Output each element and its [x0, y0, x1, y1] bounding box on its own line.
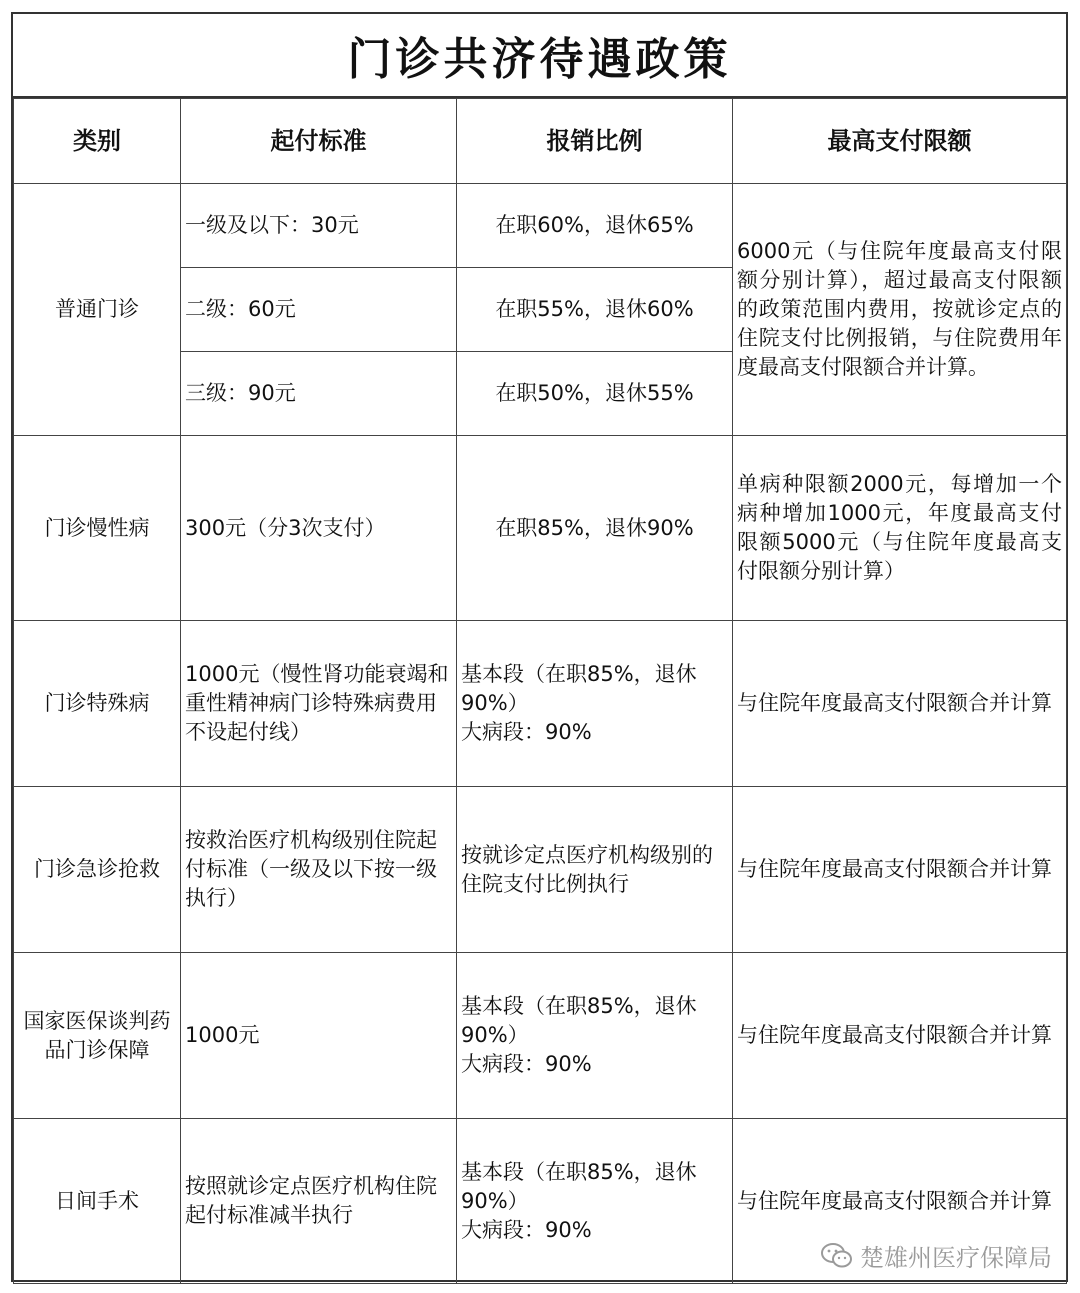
table-row	[14, 436, 1067, 621]
category-cell: 日间手术	[14, 1119, 181, 1284]
table-header-row	[14, 99, 1067, 184]
threshold-cell: 三级：90元	[181, 352, 457, 436]
threshold-cell: 1000元	[181, 953, 457, 1119]
ratio-line: 大病段：90%	[461, 1052, 592, 1076]
watermark-text: 楚雄州医疗保障局	[860, 1244, 1052, 1272]
ratio-cell: 在职50%，退休55%	[457, 352, 733, 436]
ratio-line: 基本段（在职85%，退休90%）	[461, 662, 697, 715]
header-category: 类别	[14, 99, 181, 184]
threshold-cell: 二级：60元	[181, 268, 457, 352]
policy-table	[13, 98, 1067, 1284]
max-cell: 单病种限额2000元，每增加一个病种增加1000元，年度最高支付限额5000元（与住院年度最高支付限额分别计算）	[733, 436, 1067, 621]
ratio-cell: 在职55%，退休60%	[457, 268, 733, 352]
ratio-cell: 在职60%，退休65%	[457, 184, 733, 268]
max-cell: 与住院年度最高支付限额合并计算	[733, 953, 1067, 1119]
ratio-cell	[457, 436, 733, 621]
ratio-cell	[457, 1119, 733, 1284]
threshold-cell: 1000元（慢性肾功能衰竭和重性精神病门诊特殊病费用不设起付线）	[181, 621, 457, 787]
ratio-line: 基本段（在职85%，退休90%）	[461, 1159, 697, 1213]
table-row	[14, 621, 1067, 787]
threshold-cell: 一级及以下：30元	[181, 184, 457, 268]
ratio-line: 大病段：90%	[461, 720, 592, 744]
ratio-line: 在职85%，退休90%	[495, 515, 694, 540]
policy-sheet	[11, 12, 1068, 1282]
threshold-cell: 按照就诊定点医疗机构住院起付标准减半执行	[181, 1119, 457, 1284]
table-row	[14, 953, 1067, 1119]
category-cell: 国家医保谈判药品门诊保障	[14, 953, 181, 1119]
ratio-cell	[457, 621, 733, 787]
max-cell: 与住院年度最高支付限额合并计算	[733, 787, 1067, 953]
page-title: 门诊共济待遇政策	[13, 14, 1066, 98]
max-cell: 与住院年度最高支付限额合并计算	[733, 1119, 1067, 1284]
ratio-line: 按就诊定点医疗机构级别的住院支付比例执行	[461, 842, 713, 896]
ratio-cell	[457, 953, 733, 1119]
category-cell: 门诊急诊抢救	[14, 787, 181, 953]
header-max: 最高支付限额	[733, 99, 1067, 184]
threshold-cell: 300元（分3次支付）	[181, 436, 457, 621]
wechat-icon	[820, 1242, 854, 1270]
category-cell: 门诊慢性病	[14, 436, 181, 621]
header-ratio: 报销比例	[457, 99, 733, 184]
ratio-line: 大病段：90%	[461, 1217, 592, 1242]
table-row	[14, 184, 1067, 268]
ratio-line: 基本段（在职85%，退休90%）	[461, 994, 697, 1047]
threshold-cell: 按救治医疗机构级别住院起付标准（一级及以下按一级执行）	[181, 787, 457, 953]
max-cell: 与住院年度最高支付限额合并计算	[733, 621, 1067, 787]
header-threshold: 起付标准	[181, 99, 457, 184]
table-row	[14, 787, 1067, 953]
category-cell: 普通门诊	[14, 184, 181, 436]
ratio-cell	[457, 787, 733, 953]
category-cell: 门诊特殊病	[14, 621, 181, 787]
watermark	[820, 1238, 1052, 1273]
max-cell: 6000元（与住院年度最高支付限额分别计算），超过最高支付限额的政策范围内费用，按就诊定点的住院支付比例报销，与住院费用年度最高支付限额合并计算。	[733, 184, 1067, 436]
